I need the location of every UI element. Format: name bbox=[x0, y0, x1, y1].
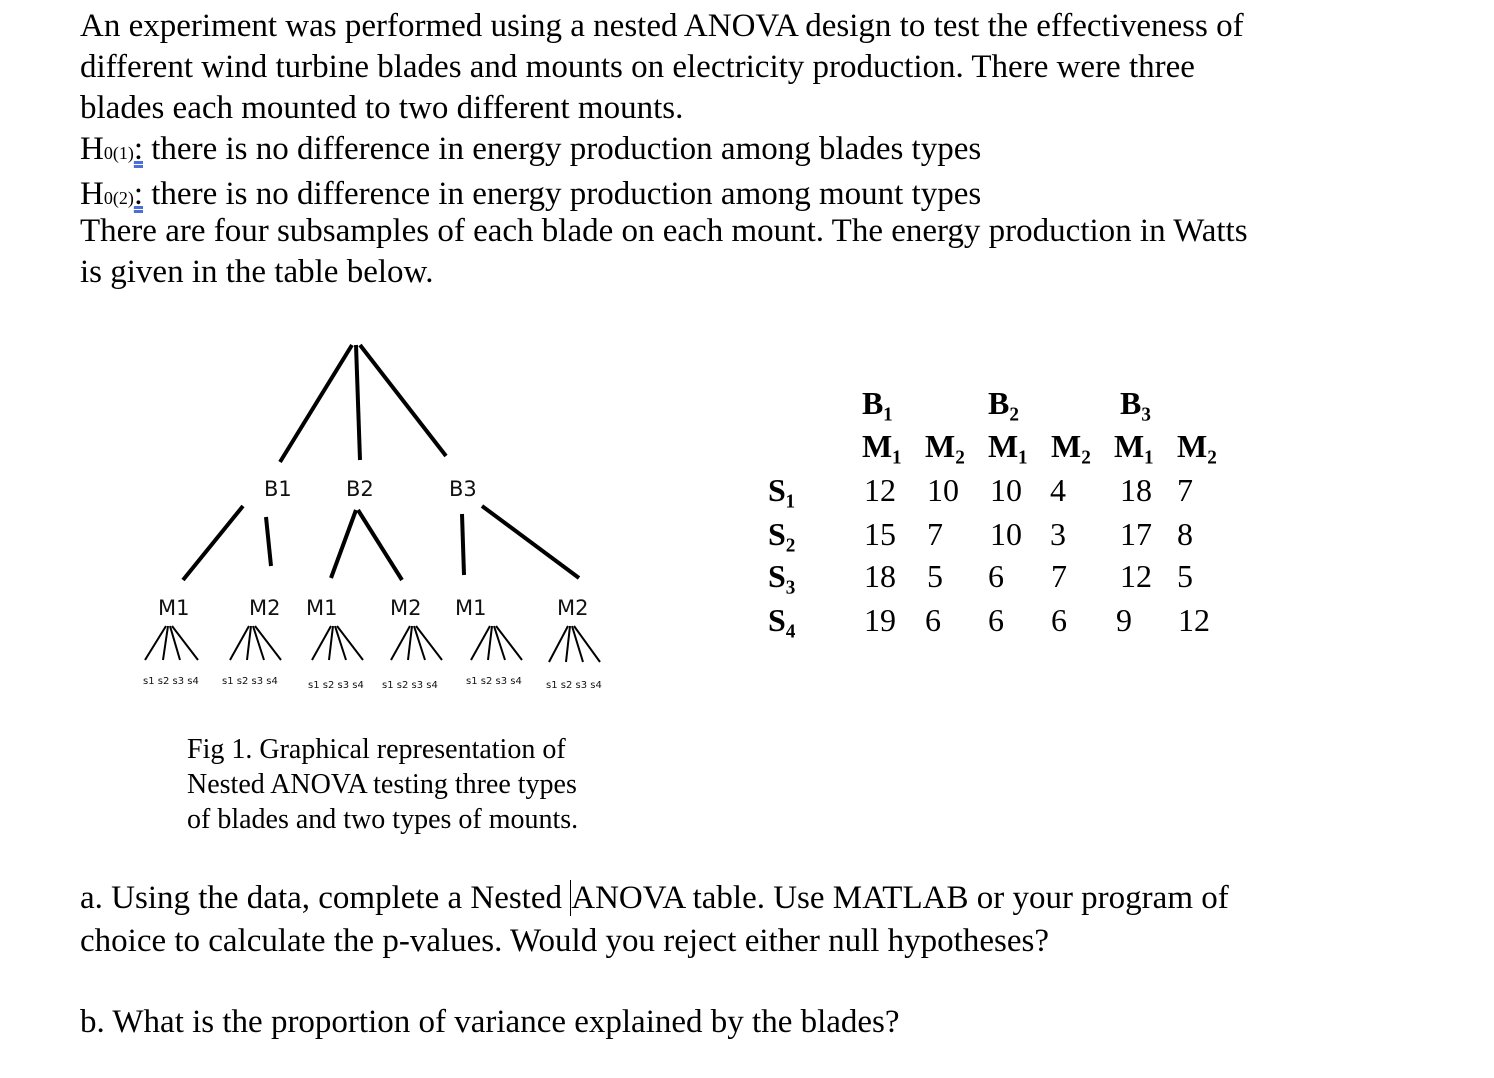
tree-edge bbox=[183, 506, 243, 580]
subsample-line: There are four subsamples of each blade on each mount. The energy production in Watts bbox=[80, 213, 1248, 249]
blade-header: B₂ bbox=[988, 385, 1019, 421]
mount-header: M₂ bbox=[925, 428, 965, 464]
caption-line: Fig 1. Graphical representation of bbox=[187, 734, 566, 765]
caption-line: Nested ANOVA testing three types bbox=[187, 769, 577, 800]
row-label: S₄ bbox=[768, 602, 796, 638]
subsample-label: s1 s2 s3 s4 bbox=[222, 676, 278, 687]
subsample-label: s1 s2 s3 s4 bbox=[308, 680, 364, 691]
intro-line: blades each mounted to two different mounts. bbox=[80, 90, 684, 126]
table-cell: 5 bbox=[927, 558, 943, 594]
mount-header: M₂ bbox=[1051, 428, 1091, 464]
subsample-fan bbox=[145, 626, 198, 660]
row-label: S₃ bbox=[768, 558, 796, 594]
mount-label: M2 bbox=[249, 596, 281, 620]
table-cell: 9 bbox=[1116, 602, 1132, 638]
mount-header: M₁ bbox=[862, 428, 902, 464]
table-cell: 8 bbox=[1177, 516, 1193, 552]
table-cell: 6 bbox=[988, 602, 1004, 638]
question-a-line-1: a. Using the data, complete a Nested ANOVA table. Use MATLAB or your program of bbox=[80, 880, 1229, 916]
blade-label-b1: B1 bbox=[264, 477, 292, 501]
question-a-line-2: choice to calculate the p-values. Would you reject either null hypotheses? bbox=[80, 923, 1049, 959]
subsample-fan bbox=[471, 626, 522, 660]
tree-edge bbox=[280, 345, 352, 462]
subsample-fan bbox=[391, 626, 442, 660]
table-cell: 12 bbox=[1178, 602, 1210, 638]
table-cell: 5 bbox=[1177, 558, 1193, 594]
table-cell: 10 bbox=[927, 472, 959, 508]
table-cell: 7 bbox=[1051, 558, 1067, 594]
tree-edge bbox=[358, 510, 402, 580]
tree-edge bbox=[360, 345, 446, 456]
subsample-line: is given in the table below. bbox=[80, 254, 434, 290]
mount-header: M₁ bbox=[988, 428, 1028, 464]
table-cell: 7 bbox=[1177, 472, 1193, 508]
hypothesis-2: H0(2): there is no difference in energy production among mount types bbox=[80, 176, 982, 212]
intro-line: An experiment was performed using a nested ANOVA design to test the effectiveness of bbox=[80, 8, 1244, 44]
table-cell: 18 bbox=[864, 558, 896, 594]
blade-header: B₃ bbox=[1120, 385, 1151, 421]
blade-label-b2: B2 bbox=[346, 477, 374, 501]
question-b: b. What is the proportion of variance explained by the blades? bbox=[80, 1004, 900, 1040]
table-cell: 18 bbox=[1120, 472, 1152, 508]
table-cell: 6 bbox=[925, 602, 941, 638]
table-cell: 12 bbox=[1120, 558, 1152, 594]
figure-caption bbox=[187, 732, 578, 837]
table-cell: 10 bbox=[990, 516, 1022, 552]
subsample-label: s1 s2 s3 s4 bbox=[143, 676, 199, 687]
table-cell: 4 bbox=[1050, 472, 1066, 508]
table-cell: 17 bbox=[1120, 516, 1152, 552]
subsample-label: s1 s2 s3 s4 bbox=[382, 680, 438, 691]
tree-edge bbox=[356, 345, 360, 460]
mount-label: M2 bbox=[390, 596, 422, 620]
blade-label-b3: B3 bbox=[449, 477, 477, 501]
table-cell: 3 bbox=[1050, 516, 1066, 552]
table-cell: 7 bbox=[927, 516, 943, 552]
mount-label: M1 bbox=[455, 596, 487, 620]
table-cell: 15 bbox=[864, 516, 896, 552]
blade-header: B₁ bbox=[862, 385, 893, 421]
tree-edge bbox=[482, 506, 579, 578]
subsample-fan bbox=[312, 626, 363, 660]
tree-edge bbox=[462, 514, 464, 575]
row-label: S₂ bbox=[768, 516, 796, 552]
tree-edge bbox=[266, 517, 271, 566]
hypothesis-1: H0(1): there is no difference in energy production among blades types bbox=[80, 131, 982, 167]
table-cell: 19 bbox=[864, 602, 896, 638]
caption-line: of blades and two types of mounts. bbox=[187, 804, 579, 835]
table-cell: 10 bbox=[990, 472, 1022, 508]
subsample-fan bbox=[230, 626, 281, 660]
table-cell: 6 bbox=[1051, 602, 1067, 638]
tree-edge bbox=[331, 510, 356, 578]
subsample-label: s1 s2 s3 s4 bbox=[466, 676, 522, 687]
subsample-fan bbox=[549, 626, 600, 662]
mount-label: M2 bbox=[557, 596, 589, 620]
question-a bbox=[80, 877, 1229, 963]
mount-label: M1 bbox=[306, 596, 338, 620]
mount-header: M₂ bbox=[1177, 428, 1217, 464]
row-label: S₁ bbox=[768, 472, 796, 508]
intro-line: different wind turbine blades and mounts on electricity production. There were three bbox=[80, 49, 1195, 85]
subsample-label: s1 s2 s3 s4 bbox=[546, 680, 602, 691]
mount-label: M1 bbox=[158, 596, 190, 620]
table-cell: 6 bbox=[988, 558, 1004, 594]
mount-header: M₁ bbox=[1114, 428, 1154, 464]
table-cell: 12 bbox=[864, 472, 896, 508]
